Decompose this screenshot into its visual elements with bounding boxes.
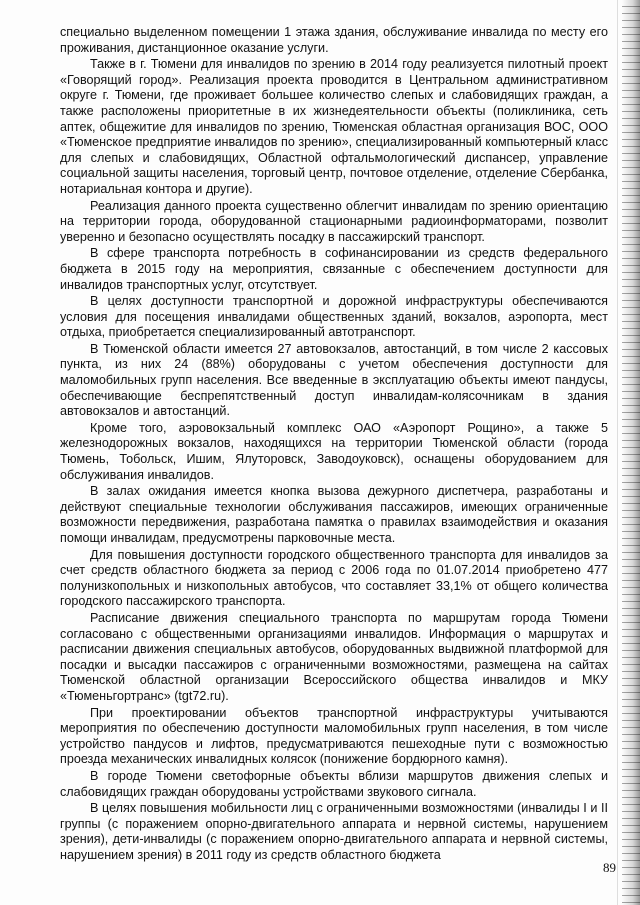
paragraph: В целях повышения мобильности лиц с ограниченными возможностями (инвалиды I и II группы (с поражением опорно-двигательного аппарата и нервной системы, нарушением зрения), дети-инвалиды (с поражением опорно-двигательного аппарата и нервной системы, нарушением зрения) в 2011 году из средств областного бюджета (60, 801, 608, 862)
paragraph: В целях доступности транспортной и дорожной инфраструктуры обеспечиваются условия для посещения инвалидами общественных зданий, вокзалов, аэропорта, мест отдыха, приобретается специализированный автотранспорт. (60, 294, 608, 340)
paragraph: Реализация данного проекта существенно облегчит инвалидам по зрению ориентацию на территории города, оборудованной стационарными радиоинформаторами, позволит уверенно и безопасно осуществлять посадку в пассажирский транспорт. (60, 198, 608, 244)
paragraph: В Тюменской области имеется 27 автовокзалов, автостанций, в том числе 2 кассовых пункта, из них 24 (88%) оборудованы с учетом обеспечения доступности для маломобильных групп населения. Все введенные в эксплуатацию объекты имеют пандусы, обеспечивающие беспрепятственный доступ инвалидам-колясочникам в здания автовокзалов и автостанций. (60, 341, 608, 419)
paragraph: В сфере транспорта потребность в софинансировании из средств федерального бюджета в 2015 году на мероприятия, связанные с обеспечением доступности для инвалидов транспортных услуг, отсутствует. (60, 246, 608, 292)
paragraph: Для повышения доступности городского общественного транспорта для инвалидов за счет средств областного бюджета за период с 2006 года по 01.07.2014 приобретено 477 полунизкопольных и низкопольных автобусов, что составляет 33,1% от общего количества городского пассажирского транспорта. (60, 547, 608, 609)
paragraph: Также в г. Тюмени для инвалидов по зрению в 2014 году реализуется пилотный проект «Говорящий город». Реализация проекта проводится в Центральном административном округе г. Тюмени, где проживает большее количество слепых и слабовидящих граждан, а также расположены приоритетные в их жизнедеятельности объекты (поликлиника, сеть аптек, общежитие для инвалидов по зрению, Тюменская областная организация ВОС, ООО «Тюменское предприятие инвалидов по зрению», специализированный компьютерный класс для слепых и слабовидящих, Областной офтальмологический диспансер, управление социальной защиты населения, торговый центр, почтовое отделение, отделение Сбербанка, нотариальная контора и другие). (60, 57, 608, 196)
paragraph: Кроме того, аэровокзальный комплекс ОАО «Аэропорт Рощино», а также 5 железнодорожных вокзалов, находящихся на территории Тюменской области (города Тюмень, Тобольск, Ишим, Ялуторовск, Заводоуковск), оснащены оборудованием для обслуживания инвалидов. (60, 420, 608, 482)
page-number: 89 (603, 860, 616, 875)
paragraph: специально выделенном помещении 1 этажа здания, обслуживание инвалида по месту его проживания, дистанционное оказание услуги. (60, 25, 608, 55)
paragraph: В городе Тюмени светофорные объекты вблизи маршрутов движения слепых и слабовидящих граждан оборудованы устройствами звукового сигнала. (60, 768, 608, 799)
paragraph: Расписание движения специального транспорта по маршрутам города Тюмени согласовано с общественными организациями инвалидов. Информация о маршрутах и расписании движения специальных автобусов, оборудованных выдвижной платформой для посадки и высадки пассажиров с ограниченными возможностями, размещена на сайтах Тюменской областной организации Всероссийского общества инвалидов и МКУ «Тюменьгортранс» (tgt72.ru). (60, 610, 608, 703)
paragraph: При проектировании объектов транспортной инфраструктуры учитываются мероприятия по обеспечению доступности маломобильных групп населения, в том числе устройство пандусов и лифтов, предусматриваются пешеходные пути с возможностью проезда механических инвалидных колясок (понижение бордюрного камня). (60, 705, 608, 767)
paragraph: В залах ожидания имеется кнопка вызова дежурного диспетчера, разработаны и действуют специальные технологии обслуживания пассажиров, имеющих ограниченные возможности передвижения, разработана памятка о правилах взаимодействия и оказания помощи инвалидам, предусмотрены парковочные места. (60, 484, 608, 545)
scan-edge-artifact (622, 0, 640, 905)
scan-edge-line (617, 0, 618, 905)
document-body (60, 25, 608, 864)
